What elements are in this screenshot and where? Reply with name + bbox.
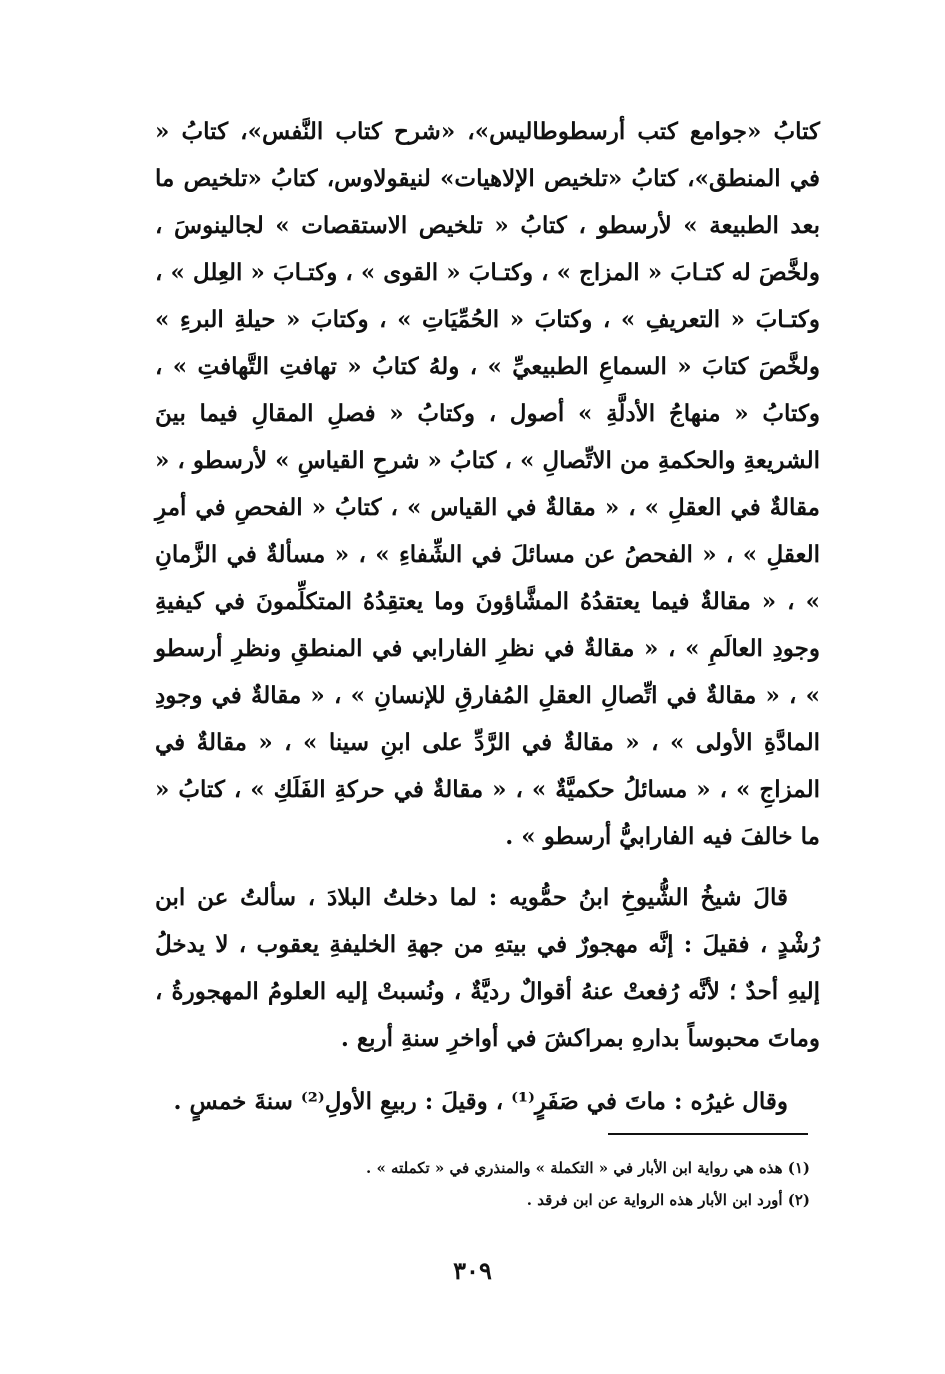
paragraph-ibn-hammuyah: قالَ شيخُ الشُّيوخِ ابنُ حمُّويه : لما دخلتُ البلادَ ، سألتُ عن ابن رُشْدٍ ، فقيلَ : إنَّه مهجورٌ في بيتهِ من جهةِ الخليفةِ يعقوب ، لا يدخلُ إليهِ أحدٌ ؛ لأنَّه رُفعتْ عنهُ أقوالٌ رديَّةٌ ، ونُسبتْ إليه العلومُ المهجورةُ ، وماتَ محبوساً بدارهِ بمراكشَ في أواخرِ سنةِ أربع . bbox=[155, 884, 820, 1052]
paragraph-death-date: وقال غيرُه : ماتَ في صَفَرٍ⁽¹⁾ ، وقيلَ : ربيعِ الأولِ⁽²⁾ سنةَ خمسٍ . bbox=[173, 1088, 788, 1115]
footnotes bbox=[150, 1152, 810, 1216]
footnote-2: (٢) أورد ابن الأبار هذه الرواية عن ابن فرقد . bbox=[526, 1191, 810, 1209]
footnote-separator bbox=[608, 1133, 808, 1135]
main-text bbox=[155, 108, 820, 1125]
paragraph-works-list: كتابُ «جوامع كتب أرسطوطاليس»، «شرح كتاب النَّفس»، كتابُ « في المنطق»، كتابُ «تلخيص الإلاهيات» لنيقولاوس، كتابُ «تلخيص ما بعد الطبيعة » لأرسطو ، كتابُ « تلخيص الاستقصات » لجالينوسَ ، ولخَّصَ له كتـابَ « المزاج » ، وكتـابَ « القوى » ، وكتـابَ « العِلل » ، وكتـابَ « التعريفِ » ، وكتابَ « الحُمِّيَاتِ » ، وكتابَ « حيلةِ البرءِ » ولخَّصَ كتابَ « السماعِ الطبيعيِّ » ، ولهُ كتابُ « تهافتِ التَّهافتِ » ، وكتابُ « منهاجُ الأدلَّةِ » أصول ، وكتابُ « فصلِ المقالِ فيما بينَ الشريعةِ والحكمةِ من الاتِّصالِ » ، كتابُ « شرحِ القياسِ » لأرسطو ، « مقالةٌ في العقلِ » ، « مقالةٌ في القياس » ، كتابُ « الفحصِ في أمرِ العقلِ » ، « الفحصُ عن مسائلَ في الشِّفاءِ » ، « مسألةٌ في الزَّمانِ » ، « مقالةٌ فيما يعتقدُهُ المشَّاؤونَ وما يعتقِدُهُ المتكلِّمونَ في كيفيةِ وجودِ العالَمِ » ، « مقالةٌ في نظرِ الفارابي في المنطقِ ونظرِ أرسطو » ، « مقالةٌ في اتِّصالِ العقلِ المُفارقِ للإنسانِ » ، « مقالةٌ في وجودِ المادَّةِ الأولى » ، « مقالةٌ في الرَّدِّ على ابنِ سينا » ، « مقالةٌ في المزاجِ » ، « مسائلُ حكميَّةٌ » ، « مقالةٌ في حركةِ الفَلَكِ » ، كتابُ « ما خالفَ فيه الفارابيُّ أرسطو » . bbox=[155, 118, 820, 850]
page-number: ٣٠٩ bbox=[453, 1256, 492, 1285]
footnote-1: (١) هذه هي رواية ابن الأبار في « التكملة » والمنذري في « تكملته » . bbox=[366, 1159, 810, 1177]
